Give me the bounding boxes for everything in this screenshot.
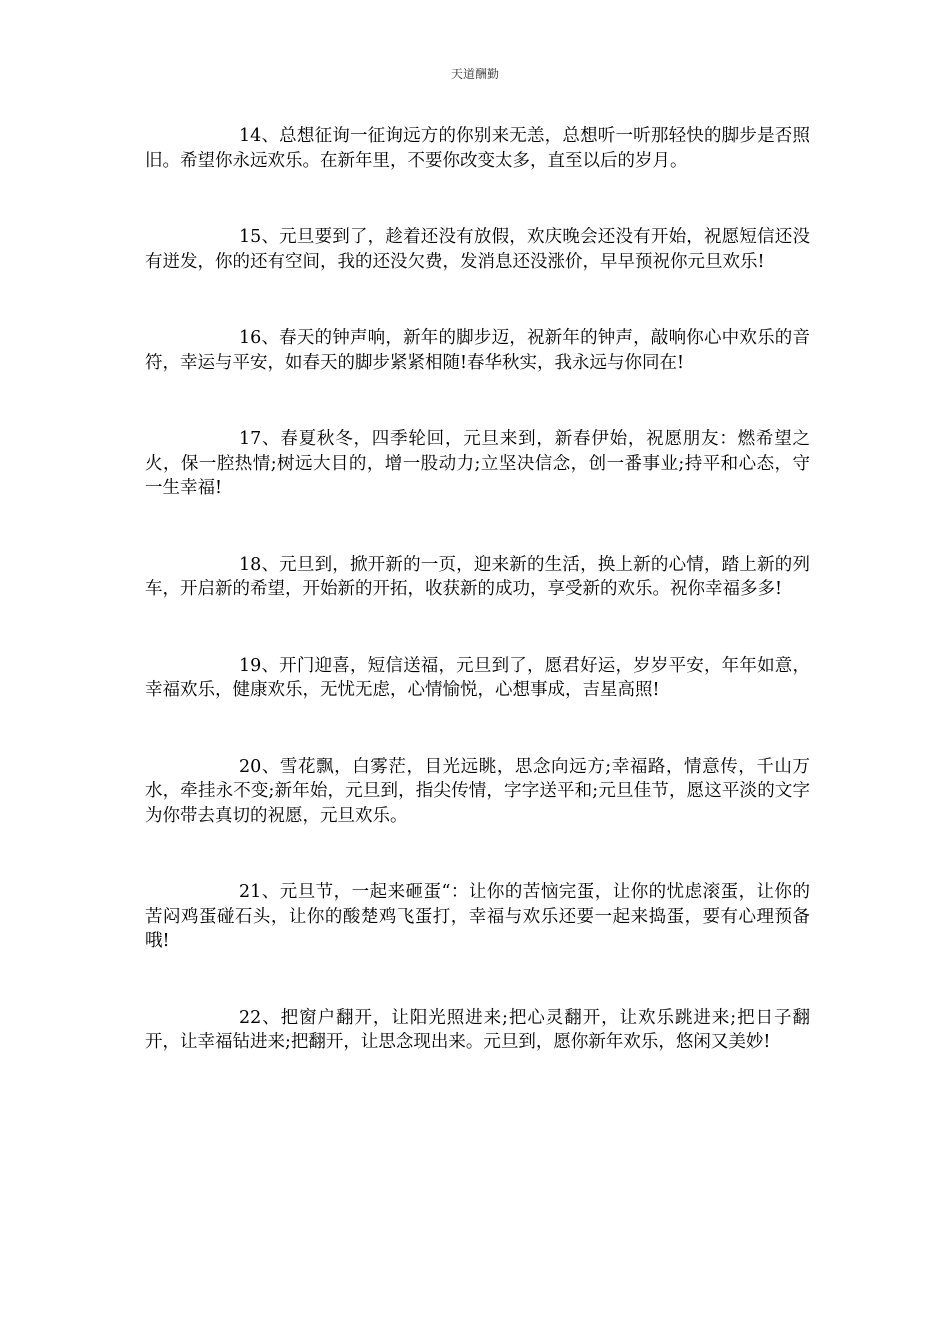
entry-paragraph: 19、开门迎喜，短信送福，元旦到了，愿君好运，岁岁平安，年年如意，幸福欢乐，健康欢乐，无忧无虑，心情愉悦，心想事成，吉星高照!	[145, 655, 810, 700]
entry-paragraph: 16、春天的钟声响，新年的脚步迈，祝新年的钟声，敲响你心中欢乐的音符，幸运与平安，如春天的脚步紧紧相随!春华秋实，我永远与你同在!	[145, 328, 810, 373]
entry-list	[145, 124, 810, 1107]
entry-paragraph: 21、元旦节，一起来砸蛋“：让你的苦恼完蛋，让你的忧虑滚蛋，让你的苦闷鸡蛋碰石头，让你的酸楚鸡飞蛋打，幸福与欢乐还要一起来捣蛋，要有心理预备哦!	[145, 882, 810, 951]
entry-paragraph: 20、雪花飘，白雾茫，目光远眺，思念向远方;幸福路，情意传，千山万水，牵挂永不变;新年始，元旦到，指尖传情，字字送平和;元旦佳节，愿这平淡的文字为你带去真切的祝愿，元旦欢乐。	[145, 756, 810, 826]
entry-paragraph: 22、把窗户翻开，让阳光照进来;把心灵翻开，让欢乐跳进来;把日子翻开，让幸福钻进来;把翻开，让思念现出来。元旦到，愿你新年欢乐，悠闲又美妙!	[145, 1007, 810, 1052]
entry-paragraph: 17、春夏秋冬，四季轮回，元旦来到，新春伊始，祝愿朋友：燃希望之火，保一腔热情;树远大目的，增一股动力;立坚决信念，创一番事业;持平和心态，守一生幸福!	[145, 429, 810, 498]
entry-paragraph: 15、元旦要到了，趁着还没有放假，欢庆晚会还没有开始，祝愿短信还没有迸发，你的还有空间，我的还没欠费，发消息还没涨价，早早预祝你元旦欢乐!	[145, 227, 810, 272]
entry-paragraph: 18、元旦到，掀开新的一页，迎来新的生活，换上新的心情，踏上新的列车，开启新的希望，开始新的开拓，收获新的成功，享受新的欢乐。祝你幸福多多!	[145, 554, 810, 599]
entry-paragraph: 14、总想征询一征询远方的你别来无恙，总想听一听那轻快的脚步是否照旧。希望你永远欢乐。在新年里，不要你改变太多，直至以后的岁月。	[145, 126, 810, 171]
page-header: 天道酬勤	[450, 67, 499, 81]
